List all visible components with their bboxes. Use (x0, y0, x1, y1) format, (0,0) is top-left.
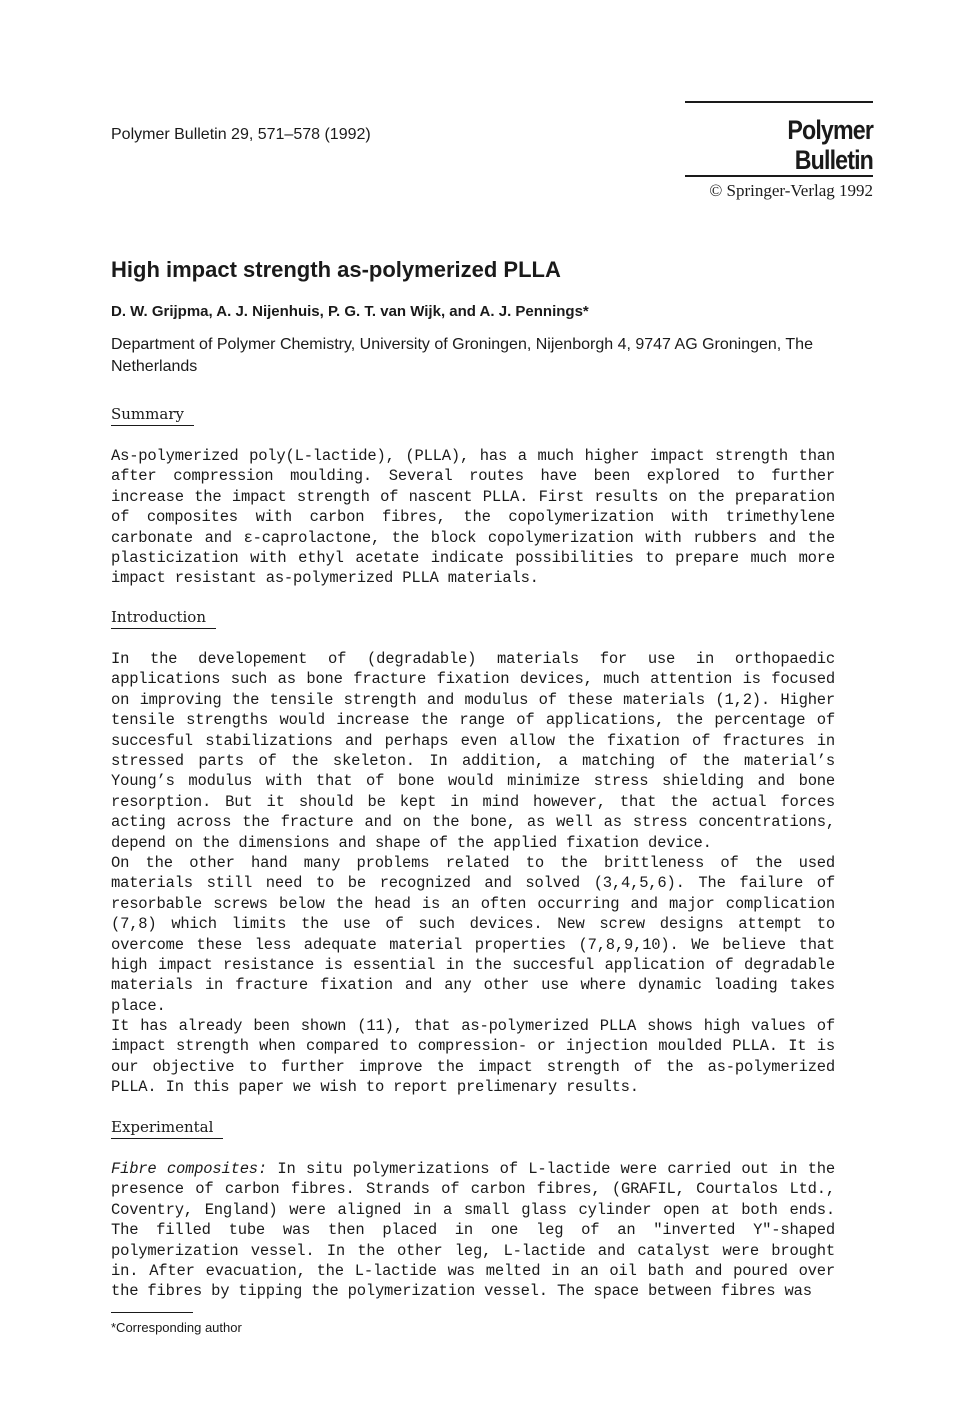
introduction-paragraph-3: It has already been shown (11), that as-polymerized PLLA shows high values of impact strength when compared to compression- or injection moulded PLLA. It is our objective to further improve the impact strength of the as-polymerized PLLA. In this paper we wish to report prelimenary results. (111, 1017, 835, 1097)
introduction-heading: Introduction (111, 608, 216, 629)
author-list: D. W. Grijpma, A. J. Nijenhuis, P. G. T. van Wijk, and A. J. Pennings* (111, 303, 589, 320)
experimental-heading: Experimental (111, 1118, 223, 1139)
article-title: High impact strength as-polymerized PLLA (111, 257, 561, 282)
summary-heading: Summary (111, 405, 194, 426)
journal-name: Polymer Bulletin (787, 115, 873, 175)
introduction-paragraph-1: In the developement of (degradable) materials for use in orthopaedic applications such as bone fracture fixation devices, much attention is focused on improving the tensile strength and modulus of these materials (1,2). Higher tensile strengths would increase the range of applications, the percentage of succesful stabilizations and perhaps even allow the fixation of fractures in stressed parts of the skeleton. In addition, a matching of the material’s Young’s modulus with that of bone would minimize stress shielding and bone resorption. But it should be kept in mind however, that the actual forces acting across the fracture and on the bone, as well as stress concentrations, depend on the dimensions and shape of the applied fixation device. (111, 650, 835, 852)
journal-masthead (685, 101, 873, 200)
journal-citation: Polymer Bulletin 29, 571–578 (1992) (111, 126, 371, 143)
affiliation: Department of Polymer Chemistry, University of Groningen, Nijenborgh 4, 9747 AG Groningen, The Netherlands (111, 336, 813, 375)
summary-paragraph: As-polymerized poly(L-lactide), (PLLA), has a much higher impact strength than after compression moulding. Several routes have been explored to further increase the impact strength of nascent PLLA. First results on the preparation of composites with carbon fibres, the copolymerization with trimethylene carbonate and ε-caprolactone, the block copolymerization with rubbers and the plasticization with ethyl acetate indicate possibilities to prepare much more impact resistant as-polymerized PLLA materials. (111, 447, 835, 588)
footnote: *Corresponding author (111, 1320, 242, 1335)
introduction-paragraph-2: On the other hand many problems related to the brittleness of the used materials still need to be recognized and solved (3,4,5,6). The failure of resorbable screws below the head is an often occurring and major complication (7,8) which limits the use of such devices. New screw designs attempt to overcome these less adequate material properties (7,8,9,10). We believe that high impact resistance is essential in the succesful application of degradable materials in fracture fixation and any other use where dynamic loading takes place. (111, 854, 835, 1015)
copyright-notice: © Springer-Verlag 1992 (709, 181, 873, 200)
experimental-text: In situ polymerizations of L-lactide were carried out in the presence of carbon fibres. Strands of carbon fibres, (GRAFIL, Courtalos Ltd., Coventry, England) were aligned in a small glass cylinder open at both ends. The filled tube was then placed in one leg of an "inverted Y"-shaped polymerization vessel. In the other leg, L-lactide and catalyst were brought in. After evacuation, the L-lactide was melted in an oil bath and poured over the fibres by tipping the polymerization vessel. The space between fibres was (111, 1160, 836, 1301)
footnote-rule (111, 1312, 193, 1313)
fibre-composites-lead: Fibre composites: (111, 1160, 268, 1178)
experimental-paragraph (111, 1159, 835, 1302)
